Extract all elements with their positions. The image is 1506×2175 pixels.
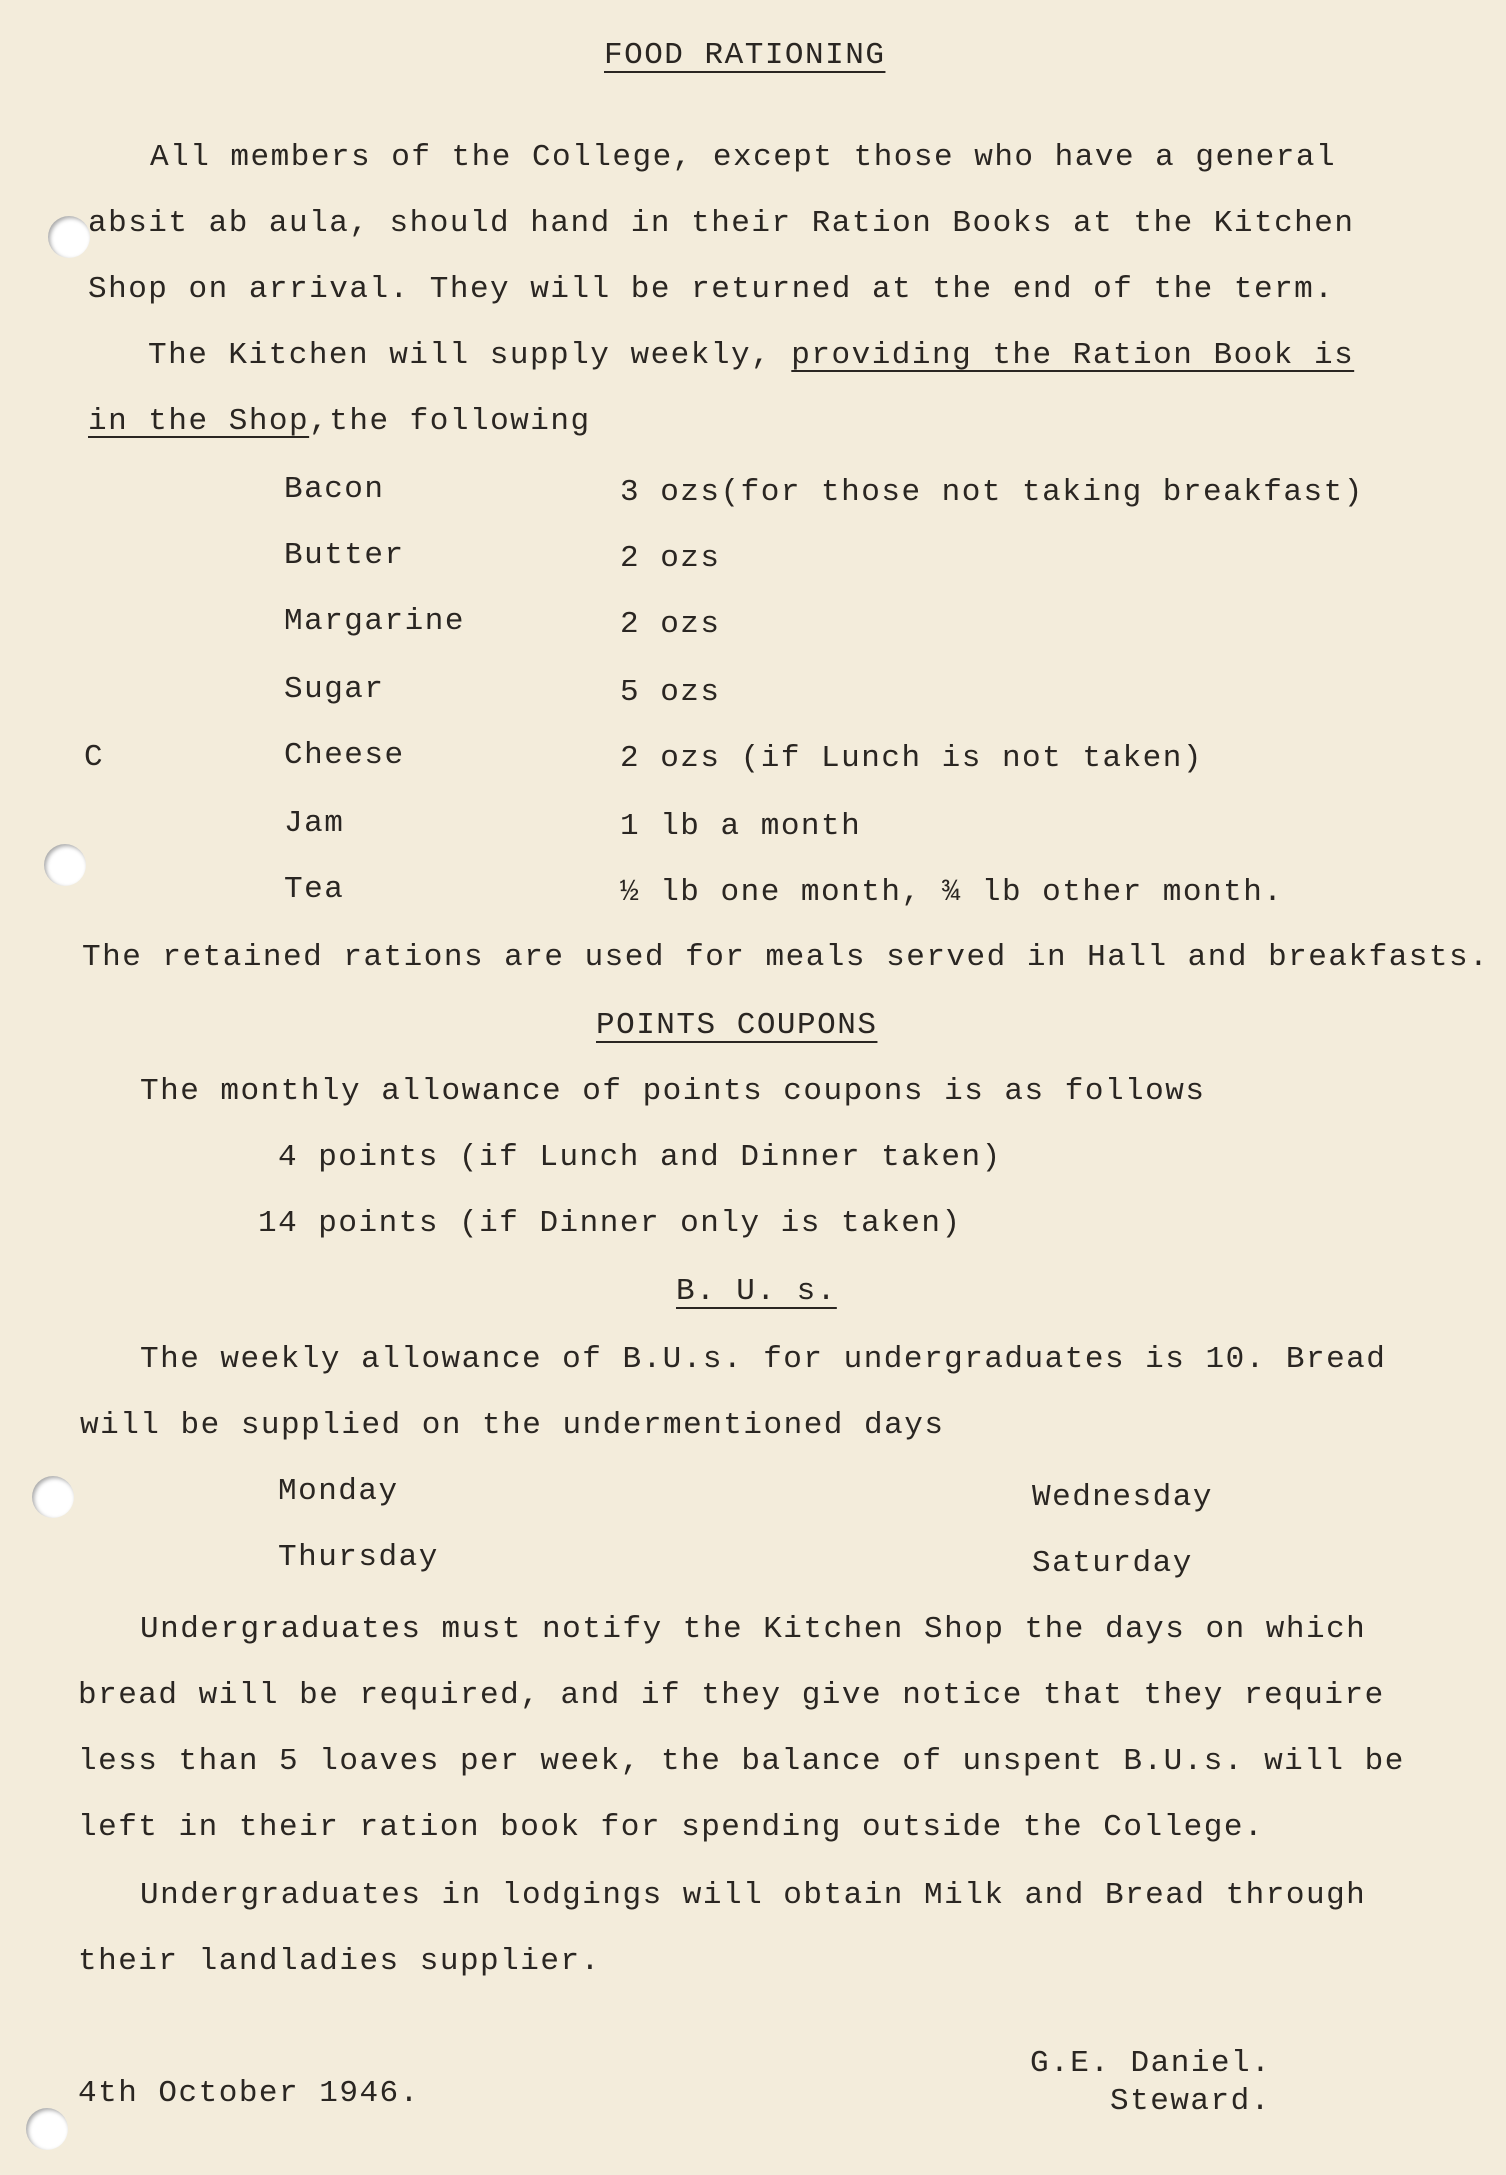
bus-paragraph-line: their landladies supplier. [78,1944,601,1979]
ration-item: Butter [284,538,405,573]
day-label: Thursday [278,1540,439,1575]
ration-item: Sugar [284,672,385,707]
underlined-text: providing the Ration Book is [791,338,1355,373]
points-line: 4 points (if Lunch and Dinner taken) [278,1140,1002,1175]
intro-line: All members of the College, except those who have a general [150,140,1337,175]
ration-item: Margarine [284,604,465,639]
intro-text: The Kitchen will supply weekly, [148,338,792,373]
day-label: Wednesday [1032,1480,1213,1515]
day-label: Saturday [1032,1546,1193,1581]
bus-line: will be supplied on the undermentioned days [80,1408,945,1443]
signature-title: Steward. [1110,2084,1271,2119]
margin-mark: C [84,740,105,775]
ration-amount: 3 ozs(for those not taking breakfast) [620,475,1364,510]
page-title: FOOD RATIONING [604,38,886,73]
intro-line: absit ab aula, should hand in their Ration Books at the Kitchen [88,206,1355,241]
bus-paragraph-line: Undergraduates must notify the Kitchen Shop the days on which [140,1612,1367,1647]
bus-paragraph-line: Undergraduates in lodgings will obtain Milk and Bread through [140,1878,1367,1913]
punch-hole [48,216,90,258]
punch-hole [32,1476,74,1518]
punch-hole [26,2108,68,2150]
ration-amount: ½ lb one month, ¾ lb other month. [620,875,1284,910]
points-intro: The monthly allowance of points coupons is as follows [140,1074,1206,1109]
signature-name: G.E. Daniel. [1030,2046,1272,2081]
underlined-text: in the Shop [88,404,310,439]
document-date: 4th October 1946. [78,2076,420,2111]
points-line: 14 points (if Dinner only is taken) [258,1206,962,1241]
bus-paragraph-line: less than 5 loaves per week, the balance of unspent B.U.s. will be [78,1744,1405,1779]
intro-line [148,338,1354,373]
section-heading: B. U. s. [676,1274,837,1309]
ration-amount: 2 ozs [620,541,721,576]
ration-item: Cheese [284,738,405,773]
day-label: Monday [278,1474,399,1509]
ration-amount: 2 ozs [620,607,721,642]
bus-paragraph-line: bread will be required, and if they give notice that they require [78,1678,1385,1713]
section-heading: POINTS COUPONS [596,1008,878,1043]
intro-line: Shop on arrival. They will be returned at the end of the term. [88,272,1335,307]
ration-amount: 5 ozs [620,675,721,710]
ration-amount: 2 ozs (if Lunch is not taken) [620,741,1203,776]
ration-item: Bacon [284,472,385,507]
ration-item: Tea [284,872,345,907]
punch-hole [44,844,86,886]
retained-line: The retained rations are used for meals served in Hall and breakfasts. [82,940,1490,975]
bus-paragraph-line: left in their ration book for spending outside the College. [78,1810,1265,1845]
ration-amount: 1 lb a month [620,809,862,844]
ration-item: Jam [284,806,345,841]
bus-line: The weekly allowance of B.U.s. for undergraduates is 10. Bread [140,1342,1387,1377]
intro-text: ,the following [309,404,591,439]
intro-line [88,404,591,439]
